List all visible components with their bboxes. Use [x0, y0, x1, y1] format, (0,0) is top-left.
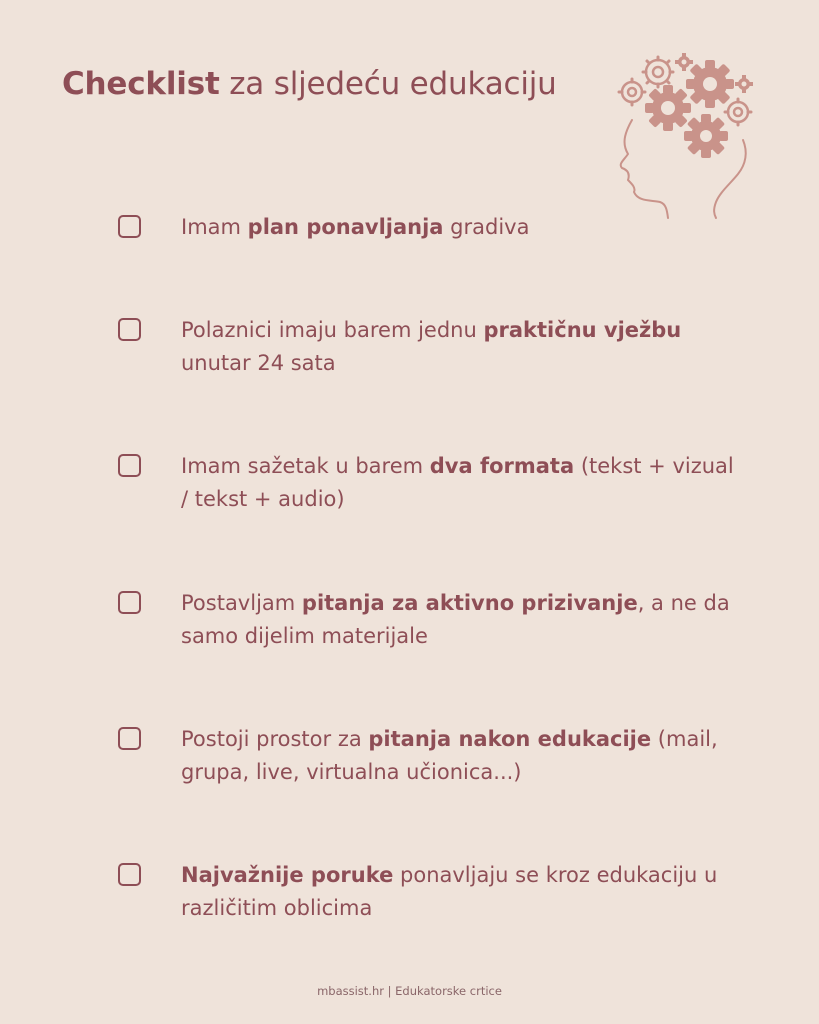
- page-title: [62, 60, 557, 108]
- checklist-item: [118, 211, 758, 244]
- checkbox[interactable]: [118, 863, 141, 886]
- item-text: Postoji prostor za pitanja nakon edukacije (mail, grupa, live, virtualna učionica...): [181, 727, 718, 784]
- checklist-item: [118, 859, 758, 925]
- head-with-gears-icon: [610, 42, 770, 227]
- footer-text: mbassist.hr | Edukatorske crtice: [317, 984, 502, 998]
- item-text: Imam sažetak u barem dva formata (tekst + vizual / tekst + audio): [181, 454, 734, 511]
- checklist-item: [118, 723, 758, 789]
- checklist-item: [118, 450, 758, 516]
- title-bold: Checklist: [62, 66, 220, 102]
- checkbox[interactable]: [118, 591, 141, 614]
- checklist-item: [118, 314, 758, 380]
- title-rest: za sljedeću edukaciju: [219, 66, 557, 102]
- checkbox[interactable]: [118, 727, 141, 750]
- item-text: Postavljam pitanja za aktivno prizivanje, a ne da samo dijelim materijale: [181, 591, 730, 648]
- checkbox[interactable]: [118, 215, 141, 238]
- item-text: Imam plan ponavljanja gradiva: [181, 215, 530, 239]
- checkbox[interactable]: [118, 318, 141, 341]
- checklist-item: [118, 587, 758, 653]
- item-text: Polaznici imaju barem jednu praktičnu vježbu unutar 24 sata: [181, 318, 682, 375]
- item-text: Najvažnije poruke ponavljaju se kroz edukaciju u različitim oblicima: [181, 863, 718, 920]
- checkbox[interactable]: [118, 454, 141, 477]
